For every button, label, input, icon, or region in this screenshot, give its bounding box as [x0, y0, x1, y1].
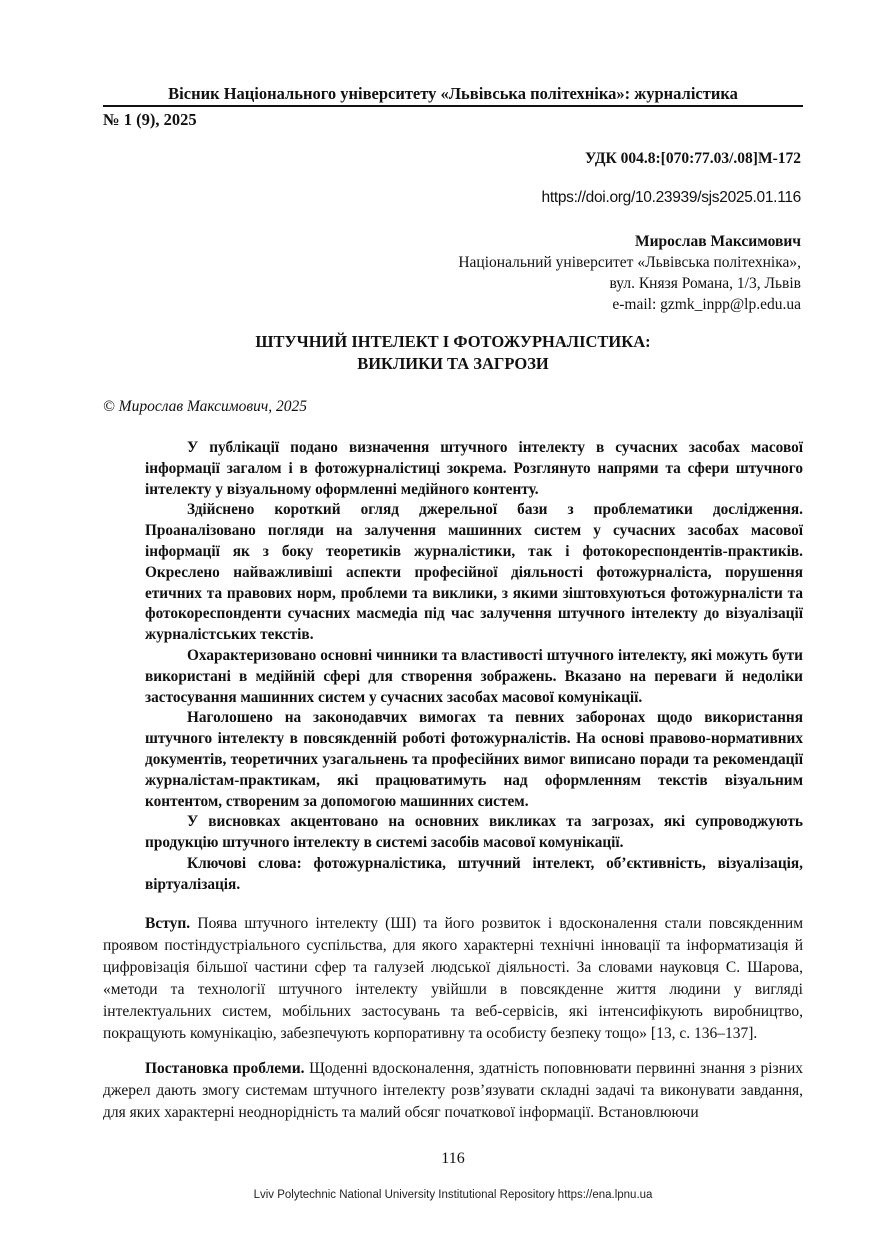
introduction-heading: Вступ. — [145, 915, 191, 932]
journal-title: Вісник Національного університету «Львівська політехніка»: журналістика — [168, 84, 738, 103]
author-name: Мирослав Максимович — [635, 233, 801, 250]
article-title — [103, 331, 803, 375]
author-address: вул. Князя Романа, 1/3, Львів — [609, 275, 801, 292]
introduction-section — [103, 913, 803, 1045]
abstract-paragraph: Охарактеризовано основні чинники та властивості штучного інтелекту, які можуть бути використані в медійній сфері для створення зображень. Вказано на переваги й недоліки застосування машинних систем у сучасних засобах масової комунікації. — [145, 646, 803, 706]
problem-statement-section — [103, 1058, 803, 1124]
introduction-text: Поява штучного інтелекту (ШІ) та його розвиток і вдосконалення стали повсякденним проявом постіндустріального суспільства, для якого характерні технічні інновації та інформатизація й цифровізація більшої частини сфер та галузей людської діяльності. За словами науковця С. Шарова, «методи та технології штучного інтелекту увійшли в повсякденне життя людини у вигляді інтелектуальних систем, мобільних застосувань та веб-сервісів, які інтенсифікують виробництво, покращують комунікацію, забезпечують корпоративну та особисту безпеку тощо» [13, с. 136–137]. — [103, 915, 803, 1042]
problem-statement-paragraph — [103, 1058, 803, 1124]
problem-statement-heading: Постановка проблеми. — [145, 1060, 305, 1077]
udk-code: УДК 004.8:[070:77.03/.08]М-172 — [585, 150, 801, 167]
doi-link[interactable]: https://doi.org/10.23939/sjs2025.01.116 — [541, 189, 801, 206]
issue-number: № 1 (9), 2025 — [103, 110, 197, 129]
header-rule — [103, 105, 803, 107]
article-title-line-1: ШТУЧНИЙ ІНТЕЛЕКТ І ФОТОЖУРНАЛІСТИКА: — [255, 332, 651, 351]
abstract-paragraph: Здійснено короткий огляд джерельної бази з проблематики дослідження. Проаналізовано погляди на залучення машинних систем у сучасних засобах масової інформації як з боку теоретиків журналістики, так і фотокореспондентів-практиків. Окреслено найважливіші аспекти професійної діяльності фотожурналіста, порушення етичних та правових норм, проблеми та виклики, з якими зіштовхуються фотожурналісти та фотокореспонденти сучасних масмедіа під час залучення штучного інтелекту до візуалізації журналістських текстів. — [145, 501, 803, 644]
abstract-paragraph: Наголошено на законодавчих вимогах та певних заборонах щодо використання штучного інтелекту в повсякденній роботі фотожурналістів. На основі правово-нормативних документів, теоретичних узагальнень та професійних вимог виписано поради та рекомендації журналістам-практикам, які працюватимуть над оформленням текстів візуальним контентом, створеним за допомогою машинних систем. — [145, 709, 803, 810]
abstract-paragraph: У висновках акцентовано на основних викликах та загрозах, які супроводжують продукцію штучного інтелекту в системі засобів масової комунікації. — [145, 813, 803, 852]
author-email[interactable]: e-mail: gzmk_inpp@lp.edu.ua — [612, 296, 801, 313]
article-title-line-2: ВИКЛИКИ ТА ЗАГРОЗИ — [357, 354, 549, 373]
introduction-paragraph — [103, 913, 803, 1045]
repository-footer: Lviv Polytechnic National University Institutional Repository https://ena.lpnu.ua — [253, 1189, 653, 1201]
problem-statement-text: Щоденні вдосконалення, здатність поповнювати первинні знання з різних джерел дають змогу системам штучного інтелекту розв’язувати складні задачі та виконувати завдання, для яких характерні неоднорідність та малий обсяг початкової інформації. Встановлюючи — [103, 1060, 803, 1121]
author-block — [458, 231, 801, 315]
copyright-notice: © Мирослав Максимович, 2025 — [103, 398, 307, 415]
keywords: Ключові слова: фотожурналістика, штучний інтелект, об’єктивність, візуалізація, віртуалізація. — [145, 854, 803, 893]
abstract-paragraph: У публікації подано визначення штучного інтелекту в сучасних засобах масової інформації загалом і в фотожурналістиці зокрема. Розглянуто напрями та сфери штучного інтелекту у візуальному оформленні медійного контенту. — [145, 439, 803, 498]
author-affiliation: Національний університет «Львівська політехніка», — [458, 254, 801, 271]
page-number: 116 — [441, 1150, 465, 1167]
abstract — [145, 438, 803, 896]
